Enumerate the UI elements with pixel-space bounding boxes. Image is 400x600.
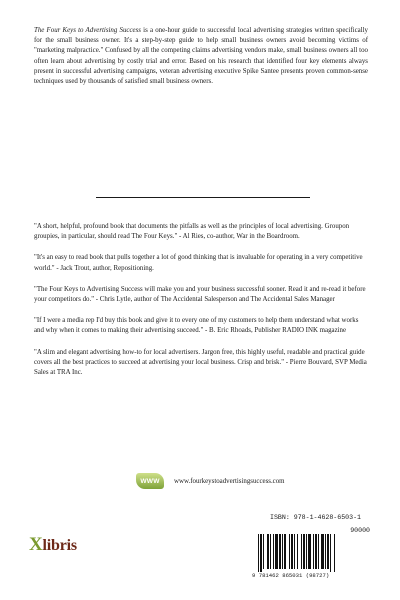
testimonial-trout: "It's an easy to read book that pulls together a lot of good thinking that is invaluable for operating in a very competitive world." - Jack Trout, author, Repositioning.: [34, 254, 363, 272]
book-description: [34, 26, 368, 87]
www-logo-text: WWW: [140, 477, 160, 485]
testimonial-ries: "A short, helpful, profound book that documents the pitfalls as well as the principles of local advertising. Groupon groupies, in particular, should read The Four Keys." - Al Ries, co-author, War in the Boardroom.: [34, 223, 350, 241]
publisher-logo-rest: libris: [42, 537, 77, 554]
barcode-icon: [256, 534, 368, 572]
divider-line: [96, 197, 310, 198]
testimonial-lytle: "The Four Keys to Advertising Success will make you and your business successful sooner. Read it and re-read it before your competitors do." - Chris Lytle, author of The Accidental Salesperson and The Accidental Sales Manager: [34, 285, 366, 304]
isbn-barcode-block: [248, 512, 376, 582]
book-description-text: is a one-hour guide to successful local advertising strategies written specifically for the small business owner. It's a step-by-step guide to help small business owners avoid becoming victims of "marketing malpractice." Confused by all the competing claims advertising vendors make, small business owners all too often learn about advertising by costly trial and error. Based on his research that identified four key elements always present in successful advertising campaigns, veteran advertising executive Spike Santee presents proven common-sense techniques used by thousands of satisfied small business owners.: [34, 27, 368, 86]
website-row: [136, 470, 285, 492]
publisher-logo: [29, 534, 77, 556]
www-globe-icon: [136, 473, 164, 489]
publisher-logo-initial: X: [29, 534, 43, 555]
price-code: 90000: [350, 527, 370, 534]
testimonial-rhoads: "If I were a media rep I'd buy this book and give it to every one of my customers to help them understand what works and why when it comes to making their advertising succeed." - B. Eric Rhoads, Publisher RADIO INK magazine: [34, 317, 359, 335]
website-url: www.fourkeystoadvertisingsuccess.com: [174, 477, 285, 485]
barcode-digits: 9 781462 865031 (98727): [252, 572, 330, 579]
testimonial-bouvard: "A slim and elegant advertising how-to for local advertisers. Jargon free, this highly useful, readable and practical guide covers all the best practices to succeed at advertising your local business. Crisp and brisk." - Pierre Bouvard, SVP Media Sales at TRA Inc.: [34, 348, 367, 377]
isbn-label: ISBN: 978-1-4628-6503-1: [270, 514, 362, 521]
testimonials: [34, 222, 368, 389]
book-title: The Four Keys to Advertising Success: [34, 27, 141, 34]
